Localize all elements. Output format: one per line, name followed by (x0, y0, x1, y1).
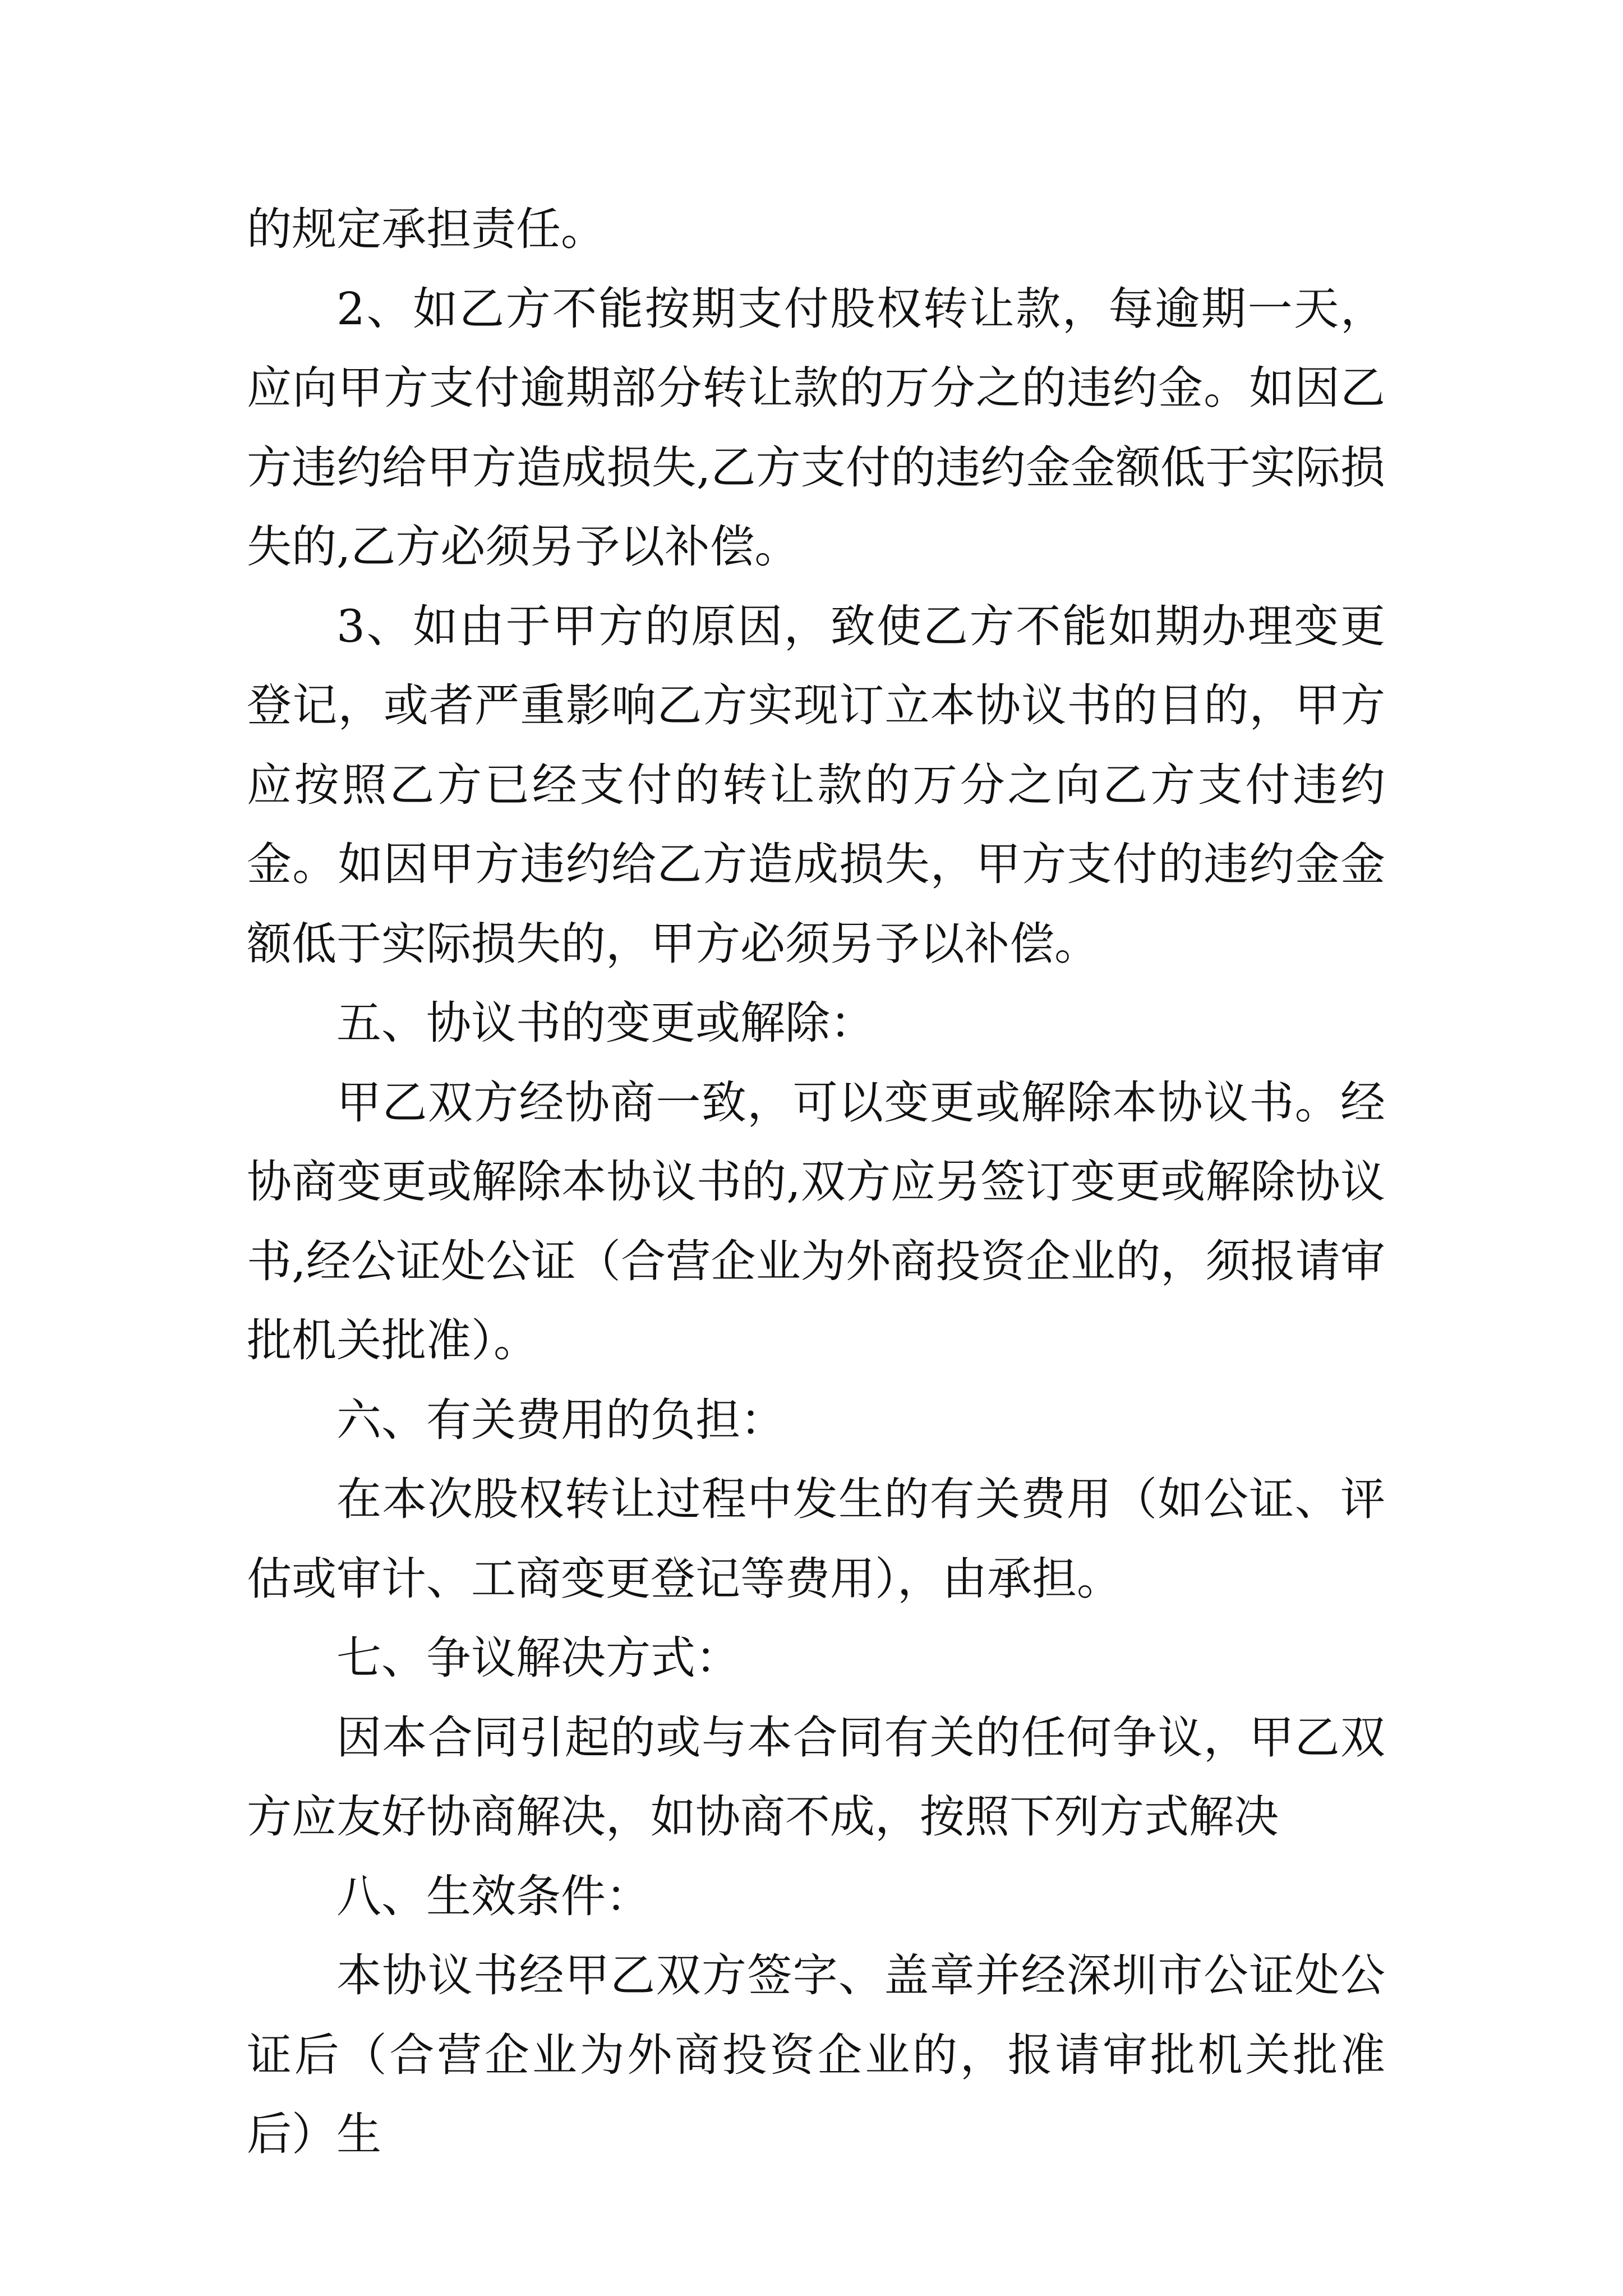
section-heading-7: 七、争议解决方式： (336, 1632, 740, 1684)
paragraph-section-6: 在本次股权转让过程中发生的有关费用（如公证、评估或审计、工商变更登记等费用），由承担。 (247, 1473, 1385, 1605)
paragraph-continuation: 的规定承担责任。 (247, 203, 606, 255)
document-page (247, 190, 1385, 2174)
paragraph-section-7: 因本合同引起的或与本合同有关的任何争议，甲乙双方应友好协商解决，如协商不成，按照下列方式解决 (247, 1711, 1385, 1843)
section-heading-6: 六、有关费用的负担： (336, 1393, 785, 1446)
paragraph-section-8: 本协议书经甲乙双方签字、盖章并经深圳市公证处公证后（合营企业为外商投资企业的，报请审批机关批准后）生 (247, 1949, 1385, 2160)
paragraph-clause-2: 2、如乙方不能按期支付股权转让款，每逾期一天，应向甲方支付逾期部分转让款的万分之的违约金。如因乙方违约给甲方造成损失,乙方支付的违约金金额低于实际损失的,乙方必须另予以补偿。 (247, 282, 1385, 573)
paragraph-clause-3: 3、如由于甲方的原因，致使乙方不能如期办理变更登记，或者严重影响乙方实现订立本协议书的目的，甲方应按照乙方已经支付的转让款的万分之向乙方支付违约金。如因甲方违约给乙方造成损失，甲方支付的违约金金额低于实际损失的，甲方必须另予以补偿。 (247, 600, 1385, 970)
section-heading-8: 八、生效条件： (336, 1870, 651, 1922)
section-heading-5: 五、协议书的变更或解除： (336, 997, 875, 1049)
paragraph-section-5: 甲乙双方经协商一致，可以变更或解除本协议书。经协商变更或解除本协议书的,双方应另签订变更或解除协议书,经公证处公证（合营企业为外商投资企业的，须报请审批机关批准）。 (247, 1076, 1385, 1366)
